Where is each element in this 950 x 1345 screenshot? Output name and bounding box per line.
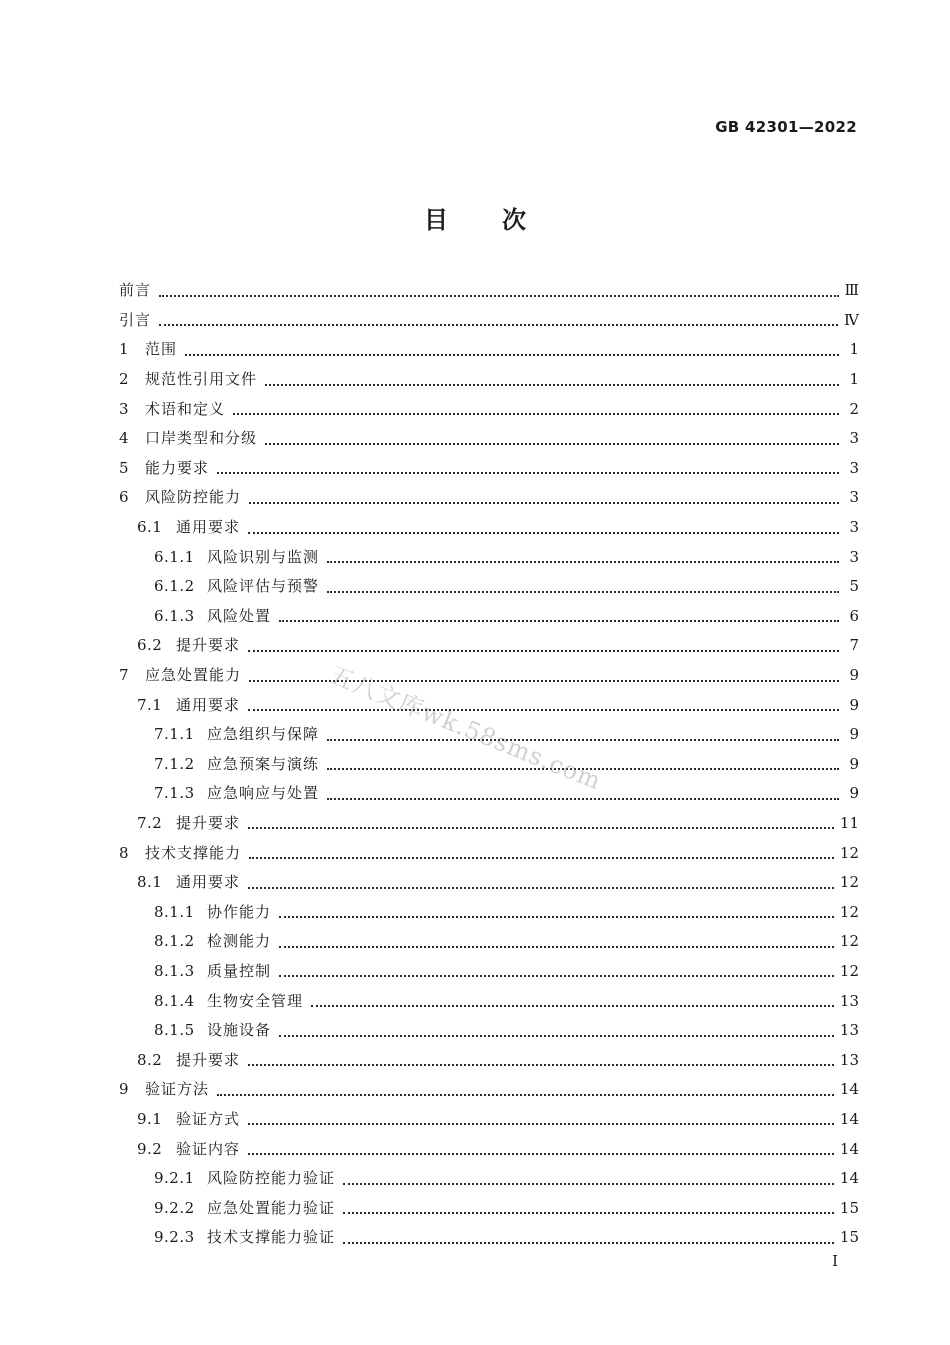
toc-entry[interactable] — [119, 365, 859, 395]
toc-leader-dots — [159, 320, 838, 326]
toc-entry[interactable] — [119, 957, 859, 987]
toc-leader-dots — [248, 883, 834, 889]
toc-entry[interactable] — [119, 779, 859, 809]
toc-entry-number: 9.2.3 — [154, 1228, 195, 1247]
toc-leader-dots — [327, 735, 839, 741]
toc-leader-dots — [343, 1208, 834, 1214]
toc-entry-title: 范围 — [145, 340, 178, 359]
toc-entry-title: 协作能力 — [207, 902, 272, 921]
toc-entry-page: 1 — [849, 340, 859, 359]
toc-entry-number: 7.1 — [137, 695, 163, 714]
toc-entry-title: 风险防控能力验证 — [207, 1169, 336, 1188]
toc-entry-number: 7 — [119, 666, 130, 685]
toc-entry-title: 引言 — [119, 310, 152, 329]
toc-leader-dots — [233, 409, 839, 415]
toc-entry-title: 提升要求 — [176, 813, 241, 832]
toc-entry-page: 11 — [839, 813, 859, 832]
toc-entry-title: 技术支撑能力 — [145, 843, 242, 862]
toc-entry-page: 1 — [849, 370, 859, 389]
toc-leader-dots — [248, 1060, 834, 1066]
toc-entry[interactable] — [119, 809, 859, 839]
toc-entry-title: 能力要求 — [145, 458, 210, 477]
toc-entry-number: 6.2 — [137, 636, 163, 655]
toc-entry-title: 应急响应与处置 — [207, 784, 320, 803]
toc-entry-title: 风险防控能力 — [145, 488, 242, 507]
toc-leader-dots — [217, 468, 839, 474]
toc-entry-number: 9.1 — [137, 1109, 163, 1128]
toc-entry-number: 9.2.2 — [154, 1198, 195, 1217]
toc-entry-page: 13 — [839, 991, 859, 1010]
toc-entry[interactable] — [119, 306, 859, 336]
toc-leader-dots — [343, 1238, 834, 1244]
toc-entry[interactable] — [119, 424, 859, 454]
toc-entry[interactable] — [119, 394, 859, 424]
table-of-contents — [119, 276, 859, 1253]
toc-entry-title: 风险识别与监测 — [207, 547, 320, 566]
toc-entry-page: 3 — [849, 488, 859, 507]
toc-leader-dots — [248, 528, 839, 534]
toc-entry-title: 通用要求 — [176, 873, 241, 892]
toc-leader-dots — [248, 1149, 834, 1155]
toc-entry-number: 6.1.2 — [154, 577, 195, 596]
toc-leader-dots — [327, 557, 839, 563]
toc-leader-dots — [248, 1119, 834, 1125]
toc-entry[interactable] — [119, 986, 859, 1016]
toc-entry-number: 8.1.3 — [154, 961, 195, 980]
toc-entry-title: 应急处置能力 — [145, 666, 242, 685]
toc-entry-page: 15 — [839, 1228, 859, 1247]
toc-entry-page: 2 — [849, 399, 859, 418]
toc-entry-page: Ⅳ — [844, 310, 859, 329]
toc-entry[interactable] — [119, 1193, 859, 1223]
toc-entry[interactable] — [119, 1105, 859, 1135]
toc-entry-page: 7 — [849, 636, 859, 655]
toc-leader-dots — [185, 350, 839, 356]
toc-entry-title: 验证方式 — [176, 1109, 241, 1128]
toc-entry-page: 9 — [849, 666, 859, 685]
toc-entry-title: 通用要求 — [176, 695, 241, 714]
toc-leader-dots — [311, 1001, 834, 1007]
toc-entry[interactable] — [119, 1164, 859, 1194]
document-code: GB 42301—2022 — [715, 118, 857, 136]
toc-entry[interactable] — [119, 513, 859, 543]
toc-leader-dots — [249, 498, 839, 504]
toc-entry-title: 通用要求 — [176, 518, 241, 537]
toc-leader-dots — [279, 616, 839, 622]
toc-leader-dots — [248, 646, 839, 652]
watermark-text: 五八文库wk.58sms.com — [325, 660, 606, 796]
toc-entry-number: 9.2.1 — [154, 1169, 195, 1188]
toc-entry-page: 14 — [839, 1169, 859, 1188]
toc-entry-number: 8.1 — [137, 873, 163, 892]
toc-entry-page: 3 — [849, 547, 859, 566]
toc-leader-dots — [279, 912, 834, 918]
toc-entry-page: 12 — [839, 961, 859, 980]
toc-entry-title: 验证方法 — [145, 1080, 210, 1099]
toc-leader-dots — [327, 587, 839, 593]
toc-entry-title: 提升要求 — [176, 636, 241, 655]
toc-entry-page: 12 — [839, 902, 859, 921]
toc-entry-number: 6.1.3 — [154, 606, 195, 625]
toc-entry[interactable] — [119, 1134, 859, 1164]
toc-entry[interactable] — [119, 927, 859, 957]
toc-entry-number: 3 — [119, 399, 130, 418]
toc-entry-page: 5 — [849, 577, 859, 596]
toc-leader-dots — [279, 971, 834, 977]
toc-entry-number: 4 — [119, 429, 130, 448]
toc-entry[interactable] — [119, 335, 859, 365]
toc-entry[interactable] — [119, 572, 859, 602]
toc-entry-page: 9 — [849, 784, 859, 803]
toc-entry-page: 3 — [849, 518, 859, 537]
toc-entry-page: 9 — [849, 725, 859, 744]
toc-entry[interactable] — [119, 631, 859, 661]
toc-entry-page: 12 — [839, 873, 859, 892]
toc-leader-dots — [159, 291, 839, 297]
toc-entry-title: 验证内容 — [176, 1139, 241, 1158]
toc-leader-dots — [217, 1090, 834, 1096]
toc-entry[interactable] — [119, 1016, 859, 1046]
toc-entry[interactable] — [119, 661, 859, 691]
toc-entry[interactable] — [119, 897, 859, 927]
toc-leader-dots — [279, 1031, 834, 1037]
toc-entry-title: 检测能力 — [207, 932, 272, 951]
toc-entry-page: 13 — [839, 1050, 859, 1069]
toc-entry-number: 8.1.4 — [154, 991, 195, 1010]
toc-entry-page: Ⅲ — [844, 281, 859, 300]
toc-entry[interactable] — [119, 1223, 859, 1253]
toc-entry-number: 2 — [119, 370, 130, 389]
toc-entry-title: 应急处置能力验证 — [207, 1198, 336, 1217]
toc-entry-number: 5 — [119, 458, 130, 477]
toc-entry-number: 7.1.3 — [154, 784, 195, 803]
toc-entry-number: 8.1.1 — [154, 902, 195, 921]
toc-entry[interactable] — [119, 1075, 859, 1105]
page-title: 目次 — [424, 205, 580, 234]
toc-leader-dots — [343, 1179, 834, 1185]
toc-entry[interactable] — [119, 1045, 859, 1075]
toc-leader-dots — [248, 705, 839, 711]
toc-leader-dots — [265, 439, 839, 445]
toc-entry-number: 8.1.2 — [154, 932, 195, 951]
toc-entry[interactable] — [119, 542, 859, 572]
page-number: I — [832, 1252, 838, 1270]
toc-entry-title: 规范性引用文件 — [145, 370, 258, 389]
toc-entry-number: 6.1 — [137, 518, 163, 537]
toc-entry-page: 3 — [849, 429, 859, 448]
toc-entry-title: 设施设备 — [207, 1021, 272, 1040]
toc-leader-dots — [265, 380, 839, 386]
toc-entry-page: 12 — [839, 843, 859, 862]
toc-entry-page: 6 — [849, 606, 859, 625]
toc-entry-title: 风险评估与预警 — [207, 577, 320, 596]
toc-entry-number: 7.1.1 — [154, 725, 195, 744]
toc-entry-page: 14 — [839, 1080, 859, 1099]
toc-entry-number: 1 — [119, 340, 130, 359]
toc-entry-page: 9 — [849, 695, 859, 714]
toc-entry-title: 质量控制 — [207, 961, 272, 980]
toc-entry[interactable] — [119, 838, 859, 868]
toc-entry-page: 3 — [849, 458, 859, 477]
toc-entry-page: 13 — [839, 1021, 859, 1040]
toc-entry-number: 9.2 — [137, 1139, 163, 1158]
toc-entry-page: 15 — [839, 1198, 859, 1217]
toc-entry-title: 应急组织与保障 — [207, 725, 320, 744]
toc-entry-page: 12 — [839, 932, 859, 951]
toc-entry-title: 风险处置 — [207, 606, 272, 625]
toc-entry-number: 7.1.2 — [154, 754, 195, 773]
toc-entry-page: 14 — [839, 1139, 859, 1158]
toc-entry-title: 前言 — [119, 281, 152, 300]
toc-entry-number: 7.2 — [137, 813, 163, 832]
toc-entry-number: 8 — [119, 843, 130, 862]
toc-entry-title: 技术支撑能力验证 — [207, 1228, 336, 1247]
toc-entry-number: 8.2 — [137, 1050, 163, 1069]
toc-entry-number: 6.1.1 — [154, 547, 195, 566]
toc-leader-dots — [249, 853, 834, 859]
toc-entry-title: 应急预案与演练 — [207, 754, 320, 773]
toc-entry-page: 9 — [849, 754, 859, 773]
toc-entry[interactable] — [119, 602, 859, 632]
toc-entry-title: 术语和定义 — [145, 399, 226, 418]
toc-entry-page: 14 — [839, 1109, 859, 1128]
toc-entry[interactable] — [119, 276, 859, 306]
toc-entry[interactable] — [119, 454, 859, 484]
toc-entry-title: 提升要求 — [176, 1050, 241, 1069]
toc-leader-dots — [279, 942, 834, 948]
toc-entry-title: 口岸类型和分级 — [145, 429, 258, 448]
toc-leader-dots — [248, 823, 834, 829]
toc-entry-number: 9 — [119, 1080, 130, 1099]
toc-leader-dots — [327, 794, 839, 800]
toc-entry-number: 6 — [119, 488, 130, 507]
toc-entry[interactable] — [119, 483, 859, 513]
toc-entry-number: 8.1.5 — [154, 1021, 195, 1040]
toc-entry[interactable] — [119, 868, 859, 898]
toc-entry-title: 生物安全管理 — [207, 991, 304, 1010]
